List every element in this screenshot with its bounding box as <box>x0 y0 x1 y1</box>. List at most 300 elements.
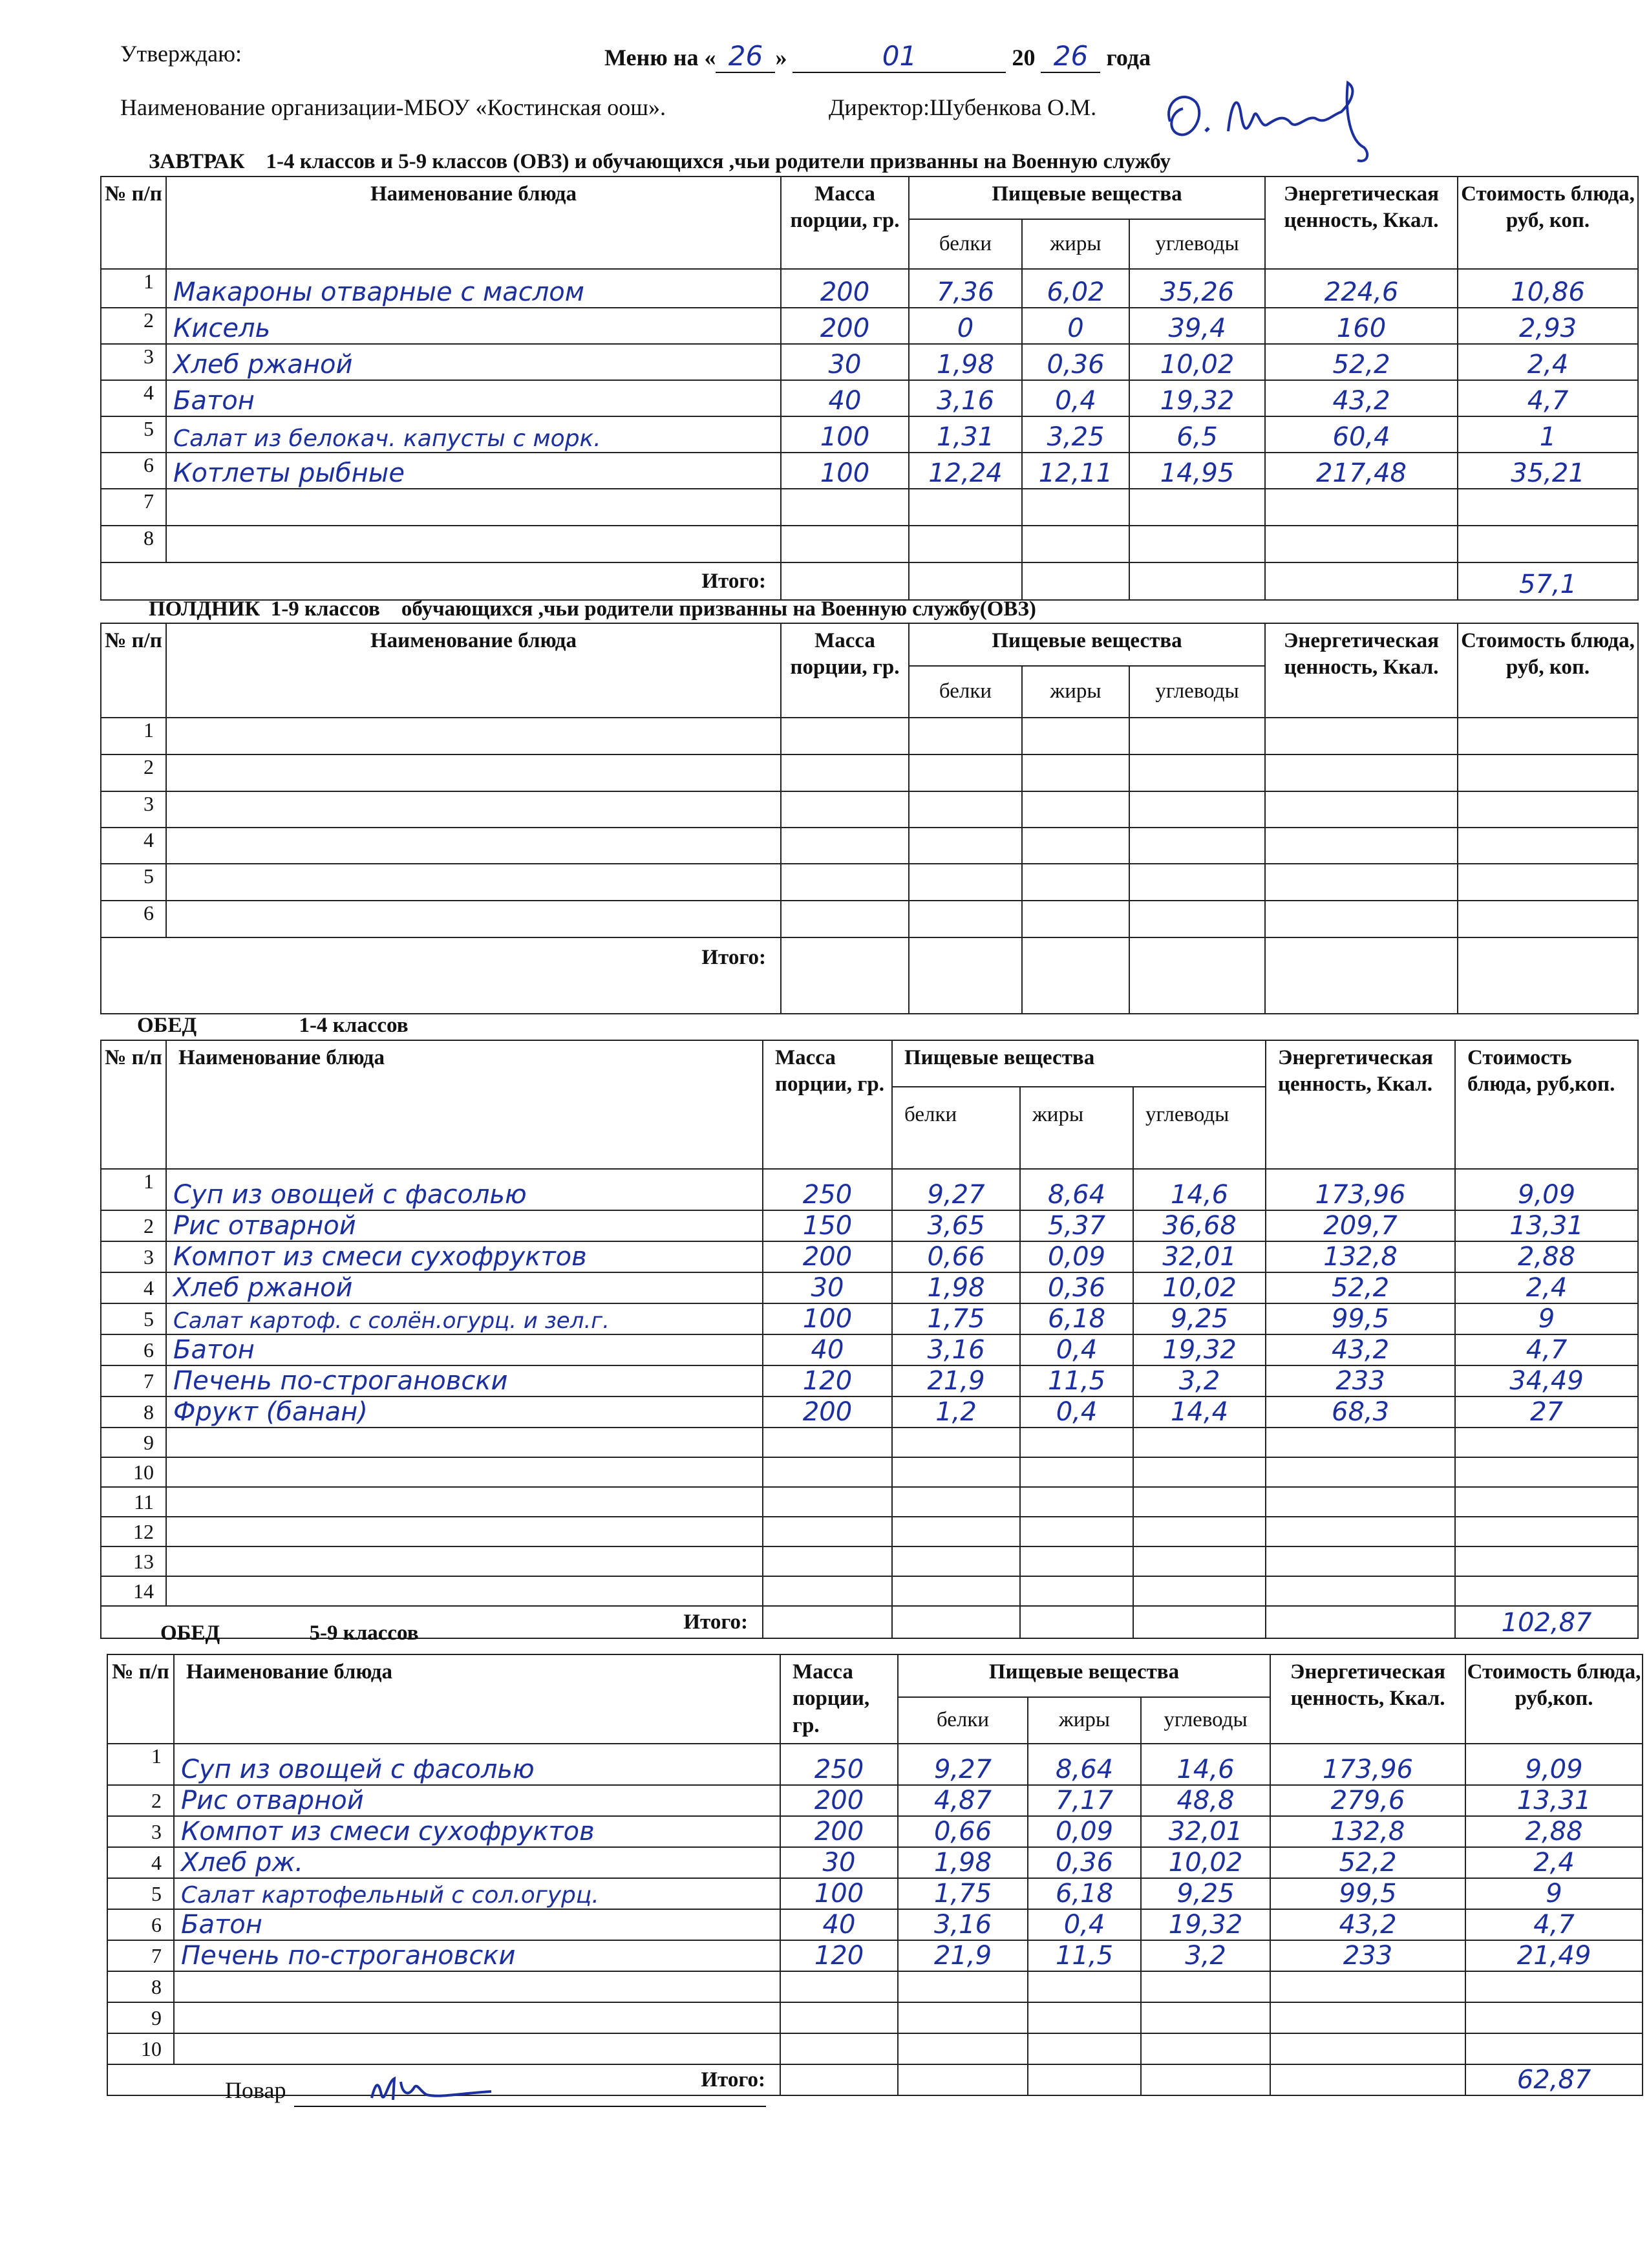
date-month: 01 <box>793 40 1006 73</box>
table-row <box>101 1428 1638 1457</box>
table-row <box>107 1878 1643 1909</box>
col-cost: Стоимость блюда, руб, коп. <box>1458 623 1638 718</box>
col-protein: белки <box>909 219 1022 269</box>
table-row <box>101 453 1638 489</box>
dish-cost: 4,7 <box>1458 380 1638 416</box>
row-num: 7 <box>101 1365 166 1396</box>
dish-protein: 12,24 <box>909 453 1022 489</box>
dish-protein: 1,75 <box>898 1878 1028 1909</box>
snack-table <box>100 623 1639 1014</box>
dish-carbs: 10,02 <box>1129 344 1265 380</box>
table-row <box>101 1396 1638 1428</box>
dish-energy: 132,8 <box>1270 1816 1465 1847</box>
row-num: 9 <box>101 1428 166 1457</box>
table-row <box>101 1487 1638 1517</box>
dish-protein: 3,16 <box>898 1909 1028 1940</box>
row-num: 8 <box>101 526 166 562</box>
row-num: 6 <box>107 1909 174 1940</box>
row-num: 3 <box>101 791 166 828</box>
dish-cost: 9 <box>1455 1303 1638 1334</box>
dish-protein: 1,31 <box>909 416 1022 453</box>
dish-name: Рис отварной <box>166 1210 763 1241</box>
dish-protein: 0,66 <box>898 1816 1028 1847</box>
date-day: 26 <box>716 40 775 73</box>
dish-name: Салат картоф. с солён.огурц. и зел.г. <box>166 1303 763 1334</box>
dish-energy: 132,8 <box>1266 1241 1455 1272</box>
dish-cost: 9,09 <box>1455 1169 1638 1210</box>
row-num: 8 <box>107 1971 174 2002</box>
table-row <box>101 344 1638 380</box>
row-num: 5 <box>101 864 166 901</box>
row-num: 1 <box>101 1169 166 1210</box>
dish-energy: 99,5 <box>1270 1878 1465 1909</box>
dish-fat: 0,36 <box>1022 344 1129 380</box>
dish-protein: 9,27 <box>898 1744 1028 1785</box>
dish-fat: 0,36 <box>1020 1272 1133 1303</box>
row-num: 5 <box>101 416 166 453</box>
dish-cost: 27 <box>1455 1396 1638 1428</box>
cook-label: Повар <box>225 2077 286 2103</box>
col-energy: Энергетическая ценность, Ккал. <box>1265 177 1458 269</box>
quote-close: » <box>775 45 787 70</box>
lunch1-title-main: ОБЕД <box>137 1014 197 1037</box>
table-row <box>101 718 1638 754</box>
dish-mass: 200 <box>781 308 909 344</box>
table-row <box>101 1210 1638 1241</box>
dish-carbs: 48,8 <box>1141 1785 1270 1816</box>
table-row <box>101 380 1638 416</box>
dish-name: Котлеты рыбные <box>166 453 781 489</box>
dish-carbs: 35,26 <box>1129 269 1265 308</box>
dish-carbs: 14,95 <box>1129 453 1265 489</box>
dish-protein: 1,98 <box>898 1847 1028 1878</box>
dish-energy: 52,2 <box>1270 1847 1465 1878</box>
col-num: № п/п <box>101 177 166 269</box>
director-signature <box>1157 76 1390 167</box>
row-num: 1 <box>101 718 166 754</box>
dish-carbs: 19,32 <box>1141 1909 1270 1940</box>
table-row <box>101 828 1638 864</box>
quote-open: « <box>704 45 716 70</box>
row-num: 6 <box>101 453 166 489</box>
col-name: Наименование блюда <box>166 177 781 269</box>
dish-energy: 224,6 <box>1265 269 1458 308</box>
dish-fat: 6,18 <box>1028 1878 1141 1909</box>
table-row <box>107 1744 1643 1785</box>
row-num: 14 <box>101 1576 166 1606</box>
dish-fat: 7,17 <box>1028 1785 1141 1816</box>
row-num: 11 <box>101 1487 166 1517</box>
dish-cost: 2,88 <box>1465 1816 1643 1847</box>
dish-name: Печень по-строгановски <box>174 1940 780 1971</box>
snack-title-rest: 1-9 классов обучающихся ,чьи родители призванны на Военную службу(ОВЗ) <box>270 597 1036 621</box>
row-num: 6 <box>101 901 166 937</box>
col-protein: белки <box>892 1087 1020 1169</box>
col-carbs: углеводы <box>1129 666 1265 718</box>
dish-mass: 30 <box>781 344 909 380</box>
dish-cost: 2,4 <box>1465 1847 1643 1878</box>
table-row <box>107 2002 1643 2033</box>
dish-cost: 13,31 <box>1455 1210 1638 1241</box>
col-mass: Масса порции, гр. <box>763 1040 892 1169</box>
col-mass: Масса порции, гр. <box>780 1654 898 1744</box>
dish-mass: 40 <box>763 1334 892 1365</box>
dish-protein: 0,66 <box>892 1241 1020 1272</box>
table-row <box>101 791 1638 828</box>
snack-title <box>149 597 1036 621</box>
dish-cost: 13,31 <box>1465 1785 1643 1816</box>
col-cost: Стоимость блюда, руб,коп. <box>1455 1040 1638 1169</box>
dish-mass: 250 <box>763 1169 892 1210</box>
row-num: 1 <box>107 1744 174 1785</box>
dish-carbs: 32,01 <box>1133 1241 1266 1272</box>
col-carbs: углеводы <box>1129 219 1265 269</box>
lunch2-title <box>160 1621 419 1645</box>
dish-mass: 30 <box>763 1272 892 1303</box>
table-row <box>101 901 1638 937</box>
total-row <box>101 562 1638 600</box>
total-label: Итого: <box>107 2064 780 2095</box>
dish-name: Печень по-строгановски <box>166 1365 763 1396</box>
col-cost: Стоимость блюда, руб, коп. <box>1458 177 1638 269</box>
col-energy: Энергетическая ценность, Ккал. <box>1266 1040 1455 1169</box>
dish-carbs: 9,25 <box>1133 1303 1266 1334</box>
dish-mass: 120 <box>763 1365 892 1396</box>
row-num: 1 <box>101 269 166 308</box>
snack-title-main: ПОЛДНИК <box>149 597 261 621</box>
dish-name: Рис отварной <box>174 1785 780 1816</box>
dish-name: Фрукт (банан) <box>166 1396 763 1428</box>
dish-fat: 0,4 <box>1020 1334 1133 1365</box>
dish-mass: 100 <box>780 1878 898 1909</box>
lunch2-title-main: ОБЕД <box>160 1621 220 1645</box>
table-row <box>101 269 1638 308</box>
table-row <box>107 1971 1643 2002</box>
dish-fat: 0,4 <box>1020 1396 1133 1428</box>
dish-energy: 99,5 <box>1266 1303 1455 1334</box>
breakfast-table <box>100 176 1639 601</box>
col-name: Наименование блюда <box>166 1040 763 1169</box>
col-nutrients: Пищевые вещества <box>909 177 1265 219</box>
menu-date-line <box>604 40 1151 73</box>
table-row <box>107 1847 1643 1878</box>
table-row <box>101 754 1638 791</box>
table-row <box>101 1272 1638 1303</box>
row-num: 9 <box>107 2002 174 2033</box>
lunch1-title <box>137 1014 409 1038</box>
row-num: 2 <box>107 1785 174 1816</box>
col-fat: жиры <box>1020 1087 1133 1169</box>
lunch2-table <box>107 1654 1643 2096</box>
dish-protein: 1,98 <box>892 1272 1020 1303</box>
dish-carbs: 32,01 <box>1141 1816 1270 1847</box>
dish-cost: 9 <box>1465 1878 1643 1909</box>
row-num: 4 <box>101 380 166 416</box>
col-energy: Энергетическая ценность, Ккал. <box>1265 623 1458 718</box>
dish-cost: 34,49 <box>1455 1365 1638 1396</box>
dish-mass: 30 <box>780 1847 898 1878</box>
dish-name: Суп из овощей с фасолью <box>174 1744 780 1785</box>
dish-protein: 0 <box>909 308 1022 344</box>
table-row <box>107 1940 1643 1971</box>
total-label: Итого: <box>101 1606 763 1638</box>
dish-energy: 233 <box>1270 1940 1465 1971</box>
year-word: года <box>1106 45 1151 70</box>
dish-protein: 1,75 <box>892 1303 1020 1334</box>
dish-mass: 200 <box>763 1241 892 1272</box>
dish-carbs: 19,32 <box>1129 380 1265 416</box>
dish-mass: 200 <box>763 1396 892 1428</box>
col-num: № п/п <box>101 623 166 718</box>
organization-name: Наименование организации-МБОУ «Костинская оош». <box>120 94 666 120</box>
row-num: 13 <box>101 1546 166 1576</box>
dish-fat: 0,09 <box>1020 1241 1133 1272</box>
dish-carbs: 39,4 <box>1129 308 1265 344</box>
table-row <box>107 1909 1643 1940</box>
dish-protein: 7,36 <box>909 269 1022 308</box>
table-row <box>101 1517 1638 1546</box>
row-num: 12 <box>101 1517 166 1546</box>
dish-cost: 2,88 <box>1455 1241 1638 1272</box>
row-num: 4 <box>107 1847 174 1878</box>
dish-fat: 5,37 <box>1020 1210 1133 1241</box>
dish-energy: 43,2 <box>1265 380 1458 416</box>
table-row <box>101 416 1638 453</box>
lunch2-total: 62,87 <box>1465 2064 1643 2095</box>
date-year: 26 <box>1041 40 1100 73</box>
dish-carbs: 6,5 <box>1129 416 1265 453</box>
table-row <box>101 864 1638 901</box>
dish-mass: 40 <box>780 1909 898 1940</box>
dish-energy: 279,6 <box>1270 1785 1465 1816</box>
dish-name: Салат из белокач. капусты с морк. <box>166 416 781 453</box>
dish-protein: 21,9 <box>898 1940 1028 1971</box>
table-row <box>101 1169 1638 1210</box>
row-num: 2 <box>101 1210 166 1241</box>
dish-energy: 60,4 <box>1265 416 1458 453</box>
cook-signature <box>362 2069 517 2108</box>
row-num: 5 <box>101 1303 166 1334</box>
dish-protein: 1,2 <box>892 1396 1020 1428</box>
dish-energy: 160 <box>1265 308 1458 344</box>
dish-protein: 3,16 <box>892 1334 1020 1365</box>
col-cost: Стоимость блюда, руб,коп. <box>1465 1654 1643 1744</box>
dish-fat: 8,64 <box>1028 1744 1141 1785</box>
breakfast-title <box>149 150 1171 174</box>
year-prefix: 20 <box>1012 45 1036 70</box>
table-row <box>107 1785 1643 1816</box>
row-num: 3 <box>101 344 166 380</box>
dish-mass: 200 <box>780 1785 898 1816</box>
row-num: 2 <box>101 308 166 344</box>
lunch1-table <box>100 1040 1639 1639</box>
col-fat: жиры <box>1022 219 1129 269</box>
dish-energy: 43,2 <box>1270 1909 1465 1940</box>
dish-name: Компот из смеси сухофруктов <box>174 1816 780 1847</box>
total-label: Итого: <box>101 562 781 600</box>
dish-name: Батон <box>166 380 781 416</box>
dish-name: Салат картофельный с сол.огурц. <box>174 1878 780 1909</box>
col-fat: жиры <box>1028 1697 1141 1744</box>
table-row <box>107 2033 1643 2064</box>
dish-energy: 43,2 <box>1266 1334 1455 1365</box>
dish-carbs: 9,25 <box>1141 1878 1270 1909</box>
breakfast-title-rest: 1-4 классов и 5-9 классов (ОВЗ) и обучающихся ,чьи родители призванны на Военную службу <box>266 150 1171 173</box>
dish-energy: 173,96 <box>1266 1169 1455 1210</box>
dish-name: Батон <box>174 1909 780 1940</box>
row-num: 3 <box>101 1241 166 1272</box>
dish-mass: 200 <box>781 269 909 308</box>
dish-name: Хлеб ржаной <box>166 344 781 380</box>
row-num: 7 <box>101 489 166 526</box>
total-label: Итого: <box>101 937 781 1014</box>
lunch2-title-rest: 5-9 классов <box>309 1621 419 1645</box>
col-nutrients: Пищевые вещества <box>909 623 1265 666</box>
table-row <box>101 1334 1638 1365</box>
row-num: 8 <box>101 1396 166 1428</box>
table-row <box>101 1241 1638 1272</box>
col-num: № п/п <box>101 1040 166 1169</box>
lunch1-title-rest: 1-4 классов <box>299 1014 409 1037</box>
dish-protein: 4,87 <box>898 1785 1028 1816</box>
dish-mass: 150 <box>763 1210 892 1241</box>
col-fat: жиры <box>1022 666 1129 718</box>
director-name: Директор:Шубенкова О.М. <box>829 94 1097 120</box>
dish-cost: 2,4 <box>1458 344 1638 380</box>
col-protein: белки <box>909 666 1022 718</box>
table-row <box>101 489 1638 526</box>
dish-energy: 173,96 <box>1270 1744 1465 1785</box>
dish-fat: 0,4 <box>1022 380 1129 416</box>
table-row <box>101 308 1638 344</box>
col-energy: Энергетическая ценность, Ккал. <box>1270 1654 1465 1744</box>
dish-fat: 6,18 <box>1020 1303 1133 1334</box>
col-nutrients: Пищевые вещества <box>898 1654 1270 1697</box>
dish-protein: 3,65 <box>892 1210 1020 1241</box>
dish-protein: 9,27 <box>892 1169 1020 1210</box>
dish-cost: 4,7 <box>1465 1909 1643 1940</box>
row-num: 10 <box>107 2033 174 2064</box>
dish-mass: 100 <box>781 453 909 489</box>
dish-cost: 10,86 <box>1458 269 1638 308</box>
table-row <box>107 1816 1643 1847</box>
dish-carbs: 14,4 <box>1133 1396 1266 1428</box>
dish-name: Компот из смеси сухофруктов <box>166 1241 763 1272</box>
dish-cost: 9,09 <box>1465 1744 1643 1785</box>
dish-fat: 3,25 <box>1022 416 1129 453</box>
total-row <box>107 2064 1643 2095</box>
dish-name: Кисель <box>166 308 781 344</box>
dish-carbs: 10,02 <box>1133 1272 1266 1303</box>
table-row <box>101 1576 1638 1606</box>
dish-cost: 4,7 <box>1455 1334 1638 1365</box>
breakfast-total: 57,1 <box>1458 562 1638 600</box>
row-num: 4 <box>101 1272 166 1303</box>
dish-fat: 12,11 <box>1022 453 1129 489</box>
dish-protein: 1,98 <box>909 344 1022 380</box>
dish-name: Хлеб ржаной <box>166 1272 763 1303</box>
dish-energy: 217,48 <box>1265 453 1458 489</box>
row-num: 2 <box>101 754 166 791</box>
dish-name: Батон <box>166 1334 763 1365</box>
dish-energy: 52,2 <box>1265 344 1458 380</box>
row-num: 5 <box>107 1878 174 1909</box>
row-num: 10 <box>101 1457 166 1487</box>
dish-energy: 68,3 <box>1266 1396 1455 1428</box>
table-row <box>101 526 1638 562</box>
dish-carbs: 14,6 <box>1141 1744 1270 1785</box>
dish-mass: 250 <box>780 1744 898 1785</box>
dish-energy: 52,2 <box>1266 1272 1455 1303</box>
dish-fat: 11,5 <box>1028 1940 1141 1971</box>
dish-cost: 2,4 <box>1455 1272 1638 1303</box>
breakfast-title-main: ЗАВТРАК <box>149 150 245 173</box>
col-nutrients: Пищевые вещества <box>892 1040 1266 1087</box>
lunch1-total: 102,87 <box>1455 1606 1638 1638</box>
approve-label: Утверждаю: <box>120 41 242 67</box>
dish-name: Макароны отварные с маслом <box>166 269 781 308</box>
col-num: № п/п <box>107 1654 174 1744</box>
menu-label: Меню на <box>604 45 699 70</box>
dish-cost: 2,93 <box>1458 308 1638 344</box>
dish-fat: 0,4 <box>1028 1909 1141 1940</box>
col-name: Наименование блюда <box>166 623 781 718</box>
row-num: 3 <box>107 1816 174 1847</box>
dish-carbs: 36,68 <box>1133 1210 1266 1241</box>
row-num: 7 <box>107 1940 174 1971</box>
dish-fat: 0,36 <box>1028 1847 1141 1878</box>
dish-fat: 0 <box>1022 308 1129 344</box>
dish-energy: 209,7 <box>1266 1210 1455 1241</box>
dish-carbs: 19,32 <box>1133 1334 1266 1365</box>
row-num: 4 <box>101 828 166 864</box>
table-row <box>101 1546 1638 1576</box>
dish-name: Суп из овощей с фасолью <box>166 1169 763 1210</box>
dish-cost: 35,21 <box>1458 453 1638 489</box>
dish-carbs: 14,6 <box>1133 1169 1266 1210</box>
row-num: 6 <box>101 1334 166 1365</box>
dish-mass: 100 <box>763 1303 892 1334</box>
table-row <box>101 1365 1638 1396</box>
dish-carbs: 3,2 <box>1141 1940 1270 1971</box>
col-mass: Масса порции, гр. <box>781 177 909 269</box>
dish-mass: 100 <box>781 416 909 453</box>
dish-protein: 21,9 <box>892 1365 1020 1396</box>
col-name: Наименование блюда <box>174 1654 780 1744</box>
col-carbs: углеводы <box>1141 1697 1270 1744</box>
dish-carbs: 10,02 <box>1141 1847 1270 1878</box>
dish-carbs: 3,2 <box>1133 1365 1266 1396</box>
col-protein: белки <box>898 1697 1028 1744</box>
dish-fat: 6,02 <box>1022 269 1129 308</box>
table-row <box>101 1457 1638 1487</box>
dish-fat: 8,64 <box>1020 1169 1133 1210</box>
dish-mass: 40 <box>781 380 909 416</box>
table-row <box>101 1303 1638 1334</box>
dish-cost: 21,49 <box>1465 1940 1643 1971</box>
total-row <box>101 937 1638 1014</box>
dish-mass: 200 <box>780 1816 898 1847</box>
dish-cost: 1 <box>1458 416 1638 453</box>
dish-energy: 233 <box>1266 1365 1455 1396</box>
col-mass: Масса порции, гр. <box>781 623 909 718</box>
col-carbs: углеводы <box>1133 1087 1266 1169</box>
dish-protein: 3,16 <box>909 380 1022 416</box>
dish-fat: 0,09 <box>1028 1816 1141 1847</box>
dish-mass: 120 <box>780 1940 898 1971</box>
dish-name: Хлеб рж. <box>174 1847 780 1878</box>
dish-fat: 11,5 <box>1020 1365 1133 1396</box>
